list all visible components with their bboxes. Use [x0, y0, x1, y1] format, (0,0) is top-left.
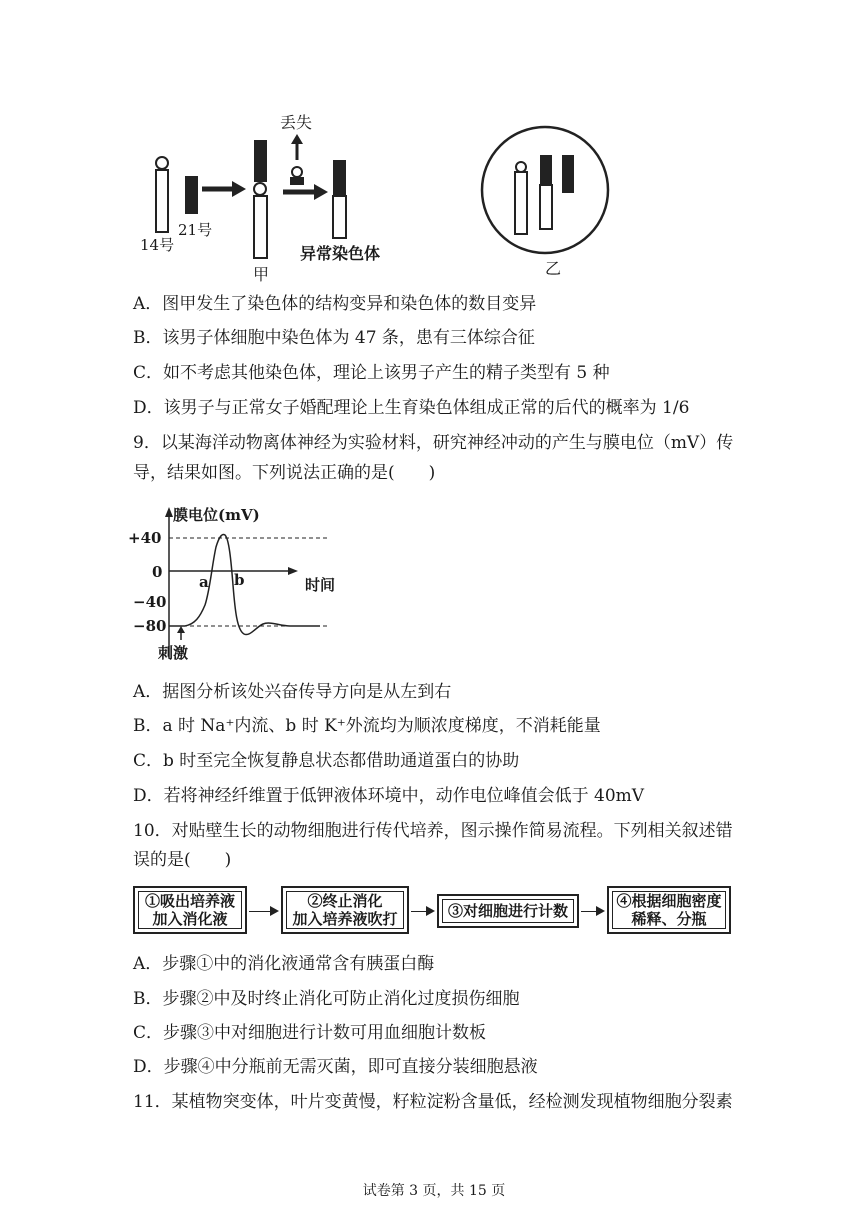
q9-option-c: C．b 时至完全恢复静息状态都借助通道蛋白的协助 — [133, 751, 520, 771]
membrane-potential-chart — [0, 495, 868, 675]
q8-option-b: B．该男子体细胞中染色体为 47 条，患有三体综合征 — [133, 328, 535, 348]
flow-arrow-icon — [249, 911, 277, 912]
tick-plus40: +40 — [128, 529, 162, 547]
chromosome-21 — [185, 176, 198, 214]
stimulus-arrow-icon — [177, 626, 185, 640]
q10-stem-line2: 误的是( ) — [133, 850, 232, 870]
chromosome-jia — [254, 140, 267, 258]
point-b: b — [234, 571, 245, 589]
flow-step-3 — [437, 894, 579, 928]
q10-option-b: B．步骤②中及时终止消化可防止消化过度损伤细胞 — [133, 989, 520, 1009]
q9-stem-line1: 9．以某海洋动物离体神经为实验材料，研究神经冲动的产生与膜电位（mV）传 — [133, 433, 734, 453]
label-lost: 丢失 — [280, 113, 313, 132]
stimulus-label: 刺激 — [158, 644, 189, 662]
q9-option-d: D．若将神经纤维置于低钾液体环境中，动作电位峰值会低于 40mV — [133, 786, 645, 806]
label-jia: 甲 — [253, 265, 270, 284]
q9-stem-line2: 导，结果如图。下列说法正确的是( ) — [133, 463, 436, 483]
flow-step-4-line1: ④根据细胞密度 — [616, 892, 722, 910]
q11-stem-line1: 11．某植物突变体，叶片变黄慢，籽粒淀粉含量低，经检测发现植物细胞分裂素 — [133, 1092, 733, 1112]
label-yi: 乙 — [545, 259, 562, 278]
flow-step-4-line2: 稀释、分瓶 — [631, 910, 707, 928]
tick-0: 0 — [152, 563, 163, 581]
q9-option-b: B．a 时 Na⁺内流、b 时 K⁺外流均为顺浓度梯度，不消耗能量 — [133, 716, 601, 736]
flow-step-4 — [607, 886, 731, 934]
page-footer: 试卷第 3 页，共 15 页 — [362, 1183, 506, 1199]
label-21: 21号 — [178, 221, 213, 239]
arrow-right-icon — [202, 181, 246, 197]
chromosome-figure — [0, 0, 868, 290]
arrow-up-icon — [291, 134, 303, 160]
q10-stem-line1: 10．对贴壁生长的动物细胞进行传代培养，图示操作简易流程。下列相关叙述错 — [133, 821, 733, 841]
q10-option-c: C．步骤③中对细胞进行计数可用血细胞计数板 — [133, 1023, 487, 1043]
flow-step-1-line2: 加入消化液 — [152, 910, 228, 928]
chart-xlabel: 时间 — [305, 576, 336, 594]
flow-step-2 — [281, 886, 409, 934]
arrow-right-icon — [283, 184, 328, 200]
flow-step-1 — [133, 886, 247, 934]
cell-yi — [482, 127, 608, 253]
label-14: 14号 — [140, 236, 175, 254]
q8-option-d: D．该男子与正常女子婚配理论上生育染色体组成正常的后代的概率为 1/6 — [133, 398, 690, 418]
flow-arrow-icon — [411, 911, 433, 912]
q10-option-d: D．步骤④中分瓶前无需灭菌，即可直接分装细胞悬液 — [133, 1057, 538, 1077]
q8-option-c: C．如不考虑其他染色体，理论上该男子产生的精子类型有 5 种 — [133, 363, 610, 383]
q8-option-a: A．图甲发生了染色体的结构变异和染色体的数目变异 — [133, 294, 537, 314]
flow-arrow-icon — [581, 911, 603, 912]
q9-option-a: A．据图分析该处兴奋传导方向是从左到右 — [133, 682, 452, 702]
chromosome-14 — [156, 157, 168, 232]
flow-step-3-line1: ③对细胞进行计数 — [447, 902, 568, 920]
label-abnormal: 异常染色体 — [300, 244, 381, 263]
tick-minus80: −80 — [133, 617, 167, 635]
tick-minus40: −40 — [133, 593, 167, 611]
flow-step-2-line1: ②终止消化 — [307, 892, 383, 910]
chart-ylabel: 膜电位(mV) — [173, 506, 260, 524]
flow-step-1-line1: ①吸出培养液 — [144, 892, 235, 910]
point-a: a — [199, 573, 209, 591]
action-potential-curve — [169, 535, 320, 635]
lost-fragment — [290, 167, 304, 185]
q10-option-a: A．步骤①中的消化液通常含有胰蛋白酶 — [133, 954, 435, 974]
flow-step-2-line2: 加入培养液吹打 — [292, 910, 398, 928]
abnormal-chromosome — [333, 160, 346, 238]
